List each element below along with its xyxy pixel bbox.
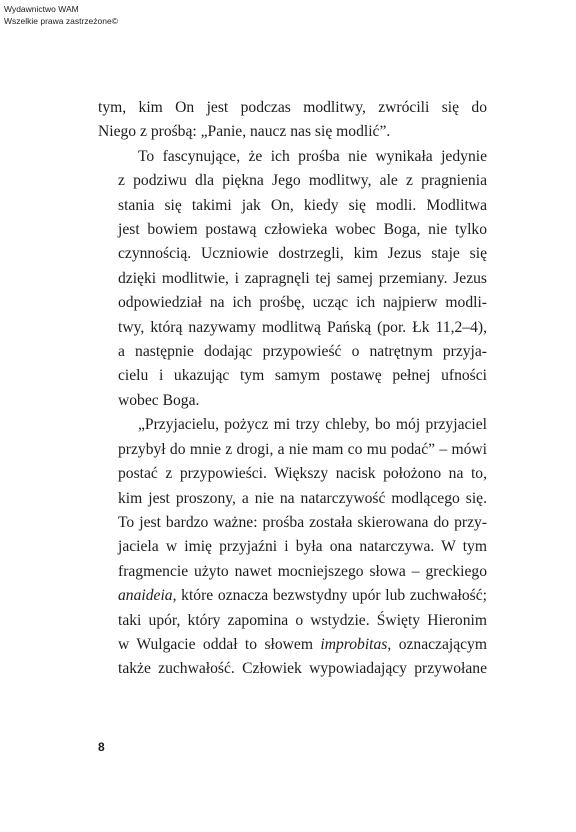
text-line: taki upór, który zapomina o wstydzie. Święty Hieronim [118,611,487,629]
text-line: jaciela w imię przyjaźni i była ona natarczywa. W tym [118,538,487,556]
text-line: cielu i ukazując tym samym postawę pełnej ufności [118,367,487,385]
text-line: wobec Boga. [118,391,200,409]
body-text [98,96,487,682]
text-line: kim jest proszony, a nie na natarczywość modlącego się. [118,489,487,507]
paragraph-3 [98,413,487,681]
text-line: a następnie dodając przypowieść o natrętnym przyja- [118,343,487,361]
header [4,3,118,27]
text-fragment: w Wulgacie oddał to słowem [118,635,321,653]
text-line: odpowiedział na ich prośbę, ucząc ich najpierw modli- [118,294,487,312]
page-number: 8 [98,740,105,754]
text-line [98,633,487,657]
text-line: Niego z prośbą: „Panie, naucz nas się modlić”. [98,123,391,141]
text-line: tym, kim On jest podczas modlitwy, zwrócili się do [98,99,487,116]
text-line: także zuchwałość. Człowiek wypowiadający przywołane [118,660,487,678]
text-line: To jest bardzo ważne: prośba została skierowana do przy- [118,513,487,531]
text-line: fragmencie użyto nawet mocniejszego słowa – greckiego [118,562,487,580]
italic-term: improbitas [320,635,388,653]
text-line: stania się takimi jak On, kiedy się modli. Modlitwa [118,196,487,214]
text-line: dzięki modlitwie, i zapragnęli tej samej przemiany. Jezus [118,269,487,287]
italic-term: anaideia [118,587,173,605]
paragraph-1 [98,96,487,145]
text-line: czynnością. Uczniowie dostrzegli, kim Jezus staje się [118,245,487,263]
paragraph-2 [98,145,487,413]
text-line: postać z przypowieści. Większy nacisk położono na to, [118,465,487,483]
text-line [98,584,487,608]
text-line: To fascynujące, że ich prośba nie wynikała jedynie [138,147,487,165]
text-line: twy, którą nazywamy modlitwą Pańską (por. Łk 11,2–4), [118,318,487,336]
text-line: „Przyjacielu, pożycz mi trzy chleby, bo mój przyjaciel [138,416,487,434]
publisher-name: Wydawnictwo WAM [4,4,79,14]
text-line: przybył do mnie z drogi, a nie mam co mu podać” – mówi [118,440,487,458]
text-line: jest bowiem postawą człowieka wobec Boga, nie tylko [118,221,487,239]
text-fragment: , oznaczającym [387,635,487,653]
text-line: z podziwu dla piękna Jego modlitwy, ale z pragnienia [118,172,487,190]
text-fragment: , które oznacza bezwstydny upór lub zuchwałość; [172,587,487,605]
copyright-notice: Wszelkie prawa zastrzeżone© [4,16,118,26]
